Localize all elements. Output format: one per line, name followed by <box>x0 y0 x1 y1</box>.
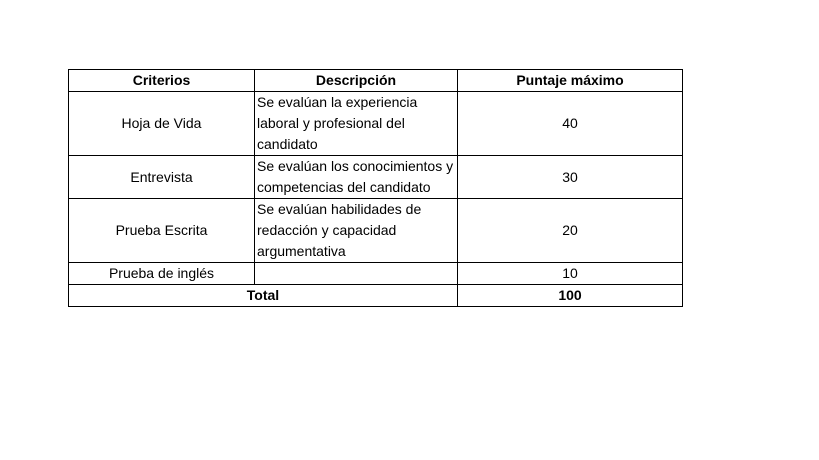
total-value[interactable]: 100 <box>458 285 683 307</box>
descripcion-line: Se evalúan habilidades de <box>257 201 422 217</box>
criterio-cell[interactable]: Hoja de Vida <box>69 92 255 156</box>
descripcion-line: redacción y capacidad <box>257 222 397 238</box>
descripcion-line: candidato <box>257 136 318 152</box>
descripcion-line: Se evalúan la experiencia <box>257 94 418 110</box>
puntaje-cell[interactable]: 40 <box>458 92 683 156</box>
descripcion-line: laboral y profesional del <box>257 115 405 131</box>
table-row <box>69 199 683 263</box>
header-descripcion[interactable]: Descripción <box>255 70 458 92</box>
total-label[interactable]: Total <box>69 285 458 307</box>
descripcion-cell[interactable] <box>255 263 458 285</box>
criterio-cell[interactable]: Prueba Escrita <box>69 199 255 263</box>
descripcion-cell[interactable] <box>255 156 458 199</box>
header-puntaje[interactable]: Puntaje máximo <box>458 70 683 92</box>
table-row <box>69 263 683 285</box>
total-row <box>69 285 683 307</box>
header-criterios[interactable]: Criterios <box>69 70 255 92</box>
table-row <box>69 156 683 199</box>
criterio-cell[interactable]: Entrevista <box>69 156 255 199</box>
table-row <box>69 92 683 156</box>
puntaje-cell[interactable]: 30 <box>458 156 683 199</box>
puntaje-cell[interactable]: 20 <box>458 199 683 263</box>
descripcion-line: Se evalúan los conocimientos y <box>257 158 454 174</box>
criterio-cell[interactable]: Prueba de inglés <box>69 263 255 285</box>
descripcion-cell[interactable] <box>255 92 458 156</box>
descripcion-line: argumentativa <box>257 243 346 259</box>
header-row <box>69 70 683 92</box>
descripcion-cell[interactable] <box>255 199 458 263</box>
puntaje-cell[interactable]: 10 <box>458 263 683 285</box>
criteria-table <box>68 69 683 307</box>
descripcion-line: competencias del candidato <box>257 179 431 195</box>
